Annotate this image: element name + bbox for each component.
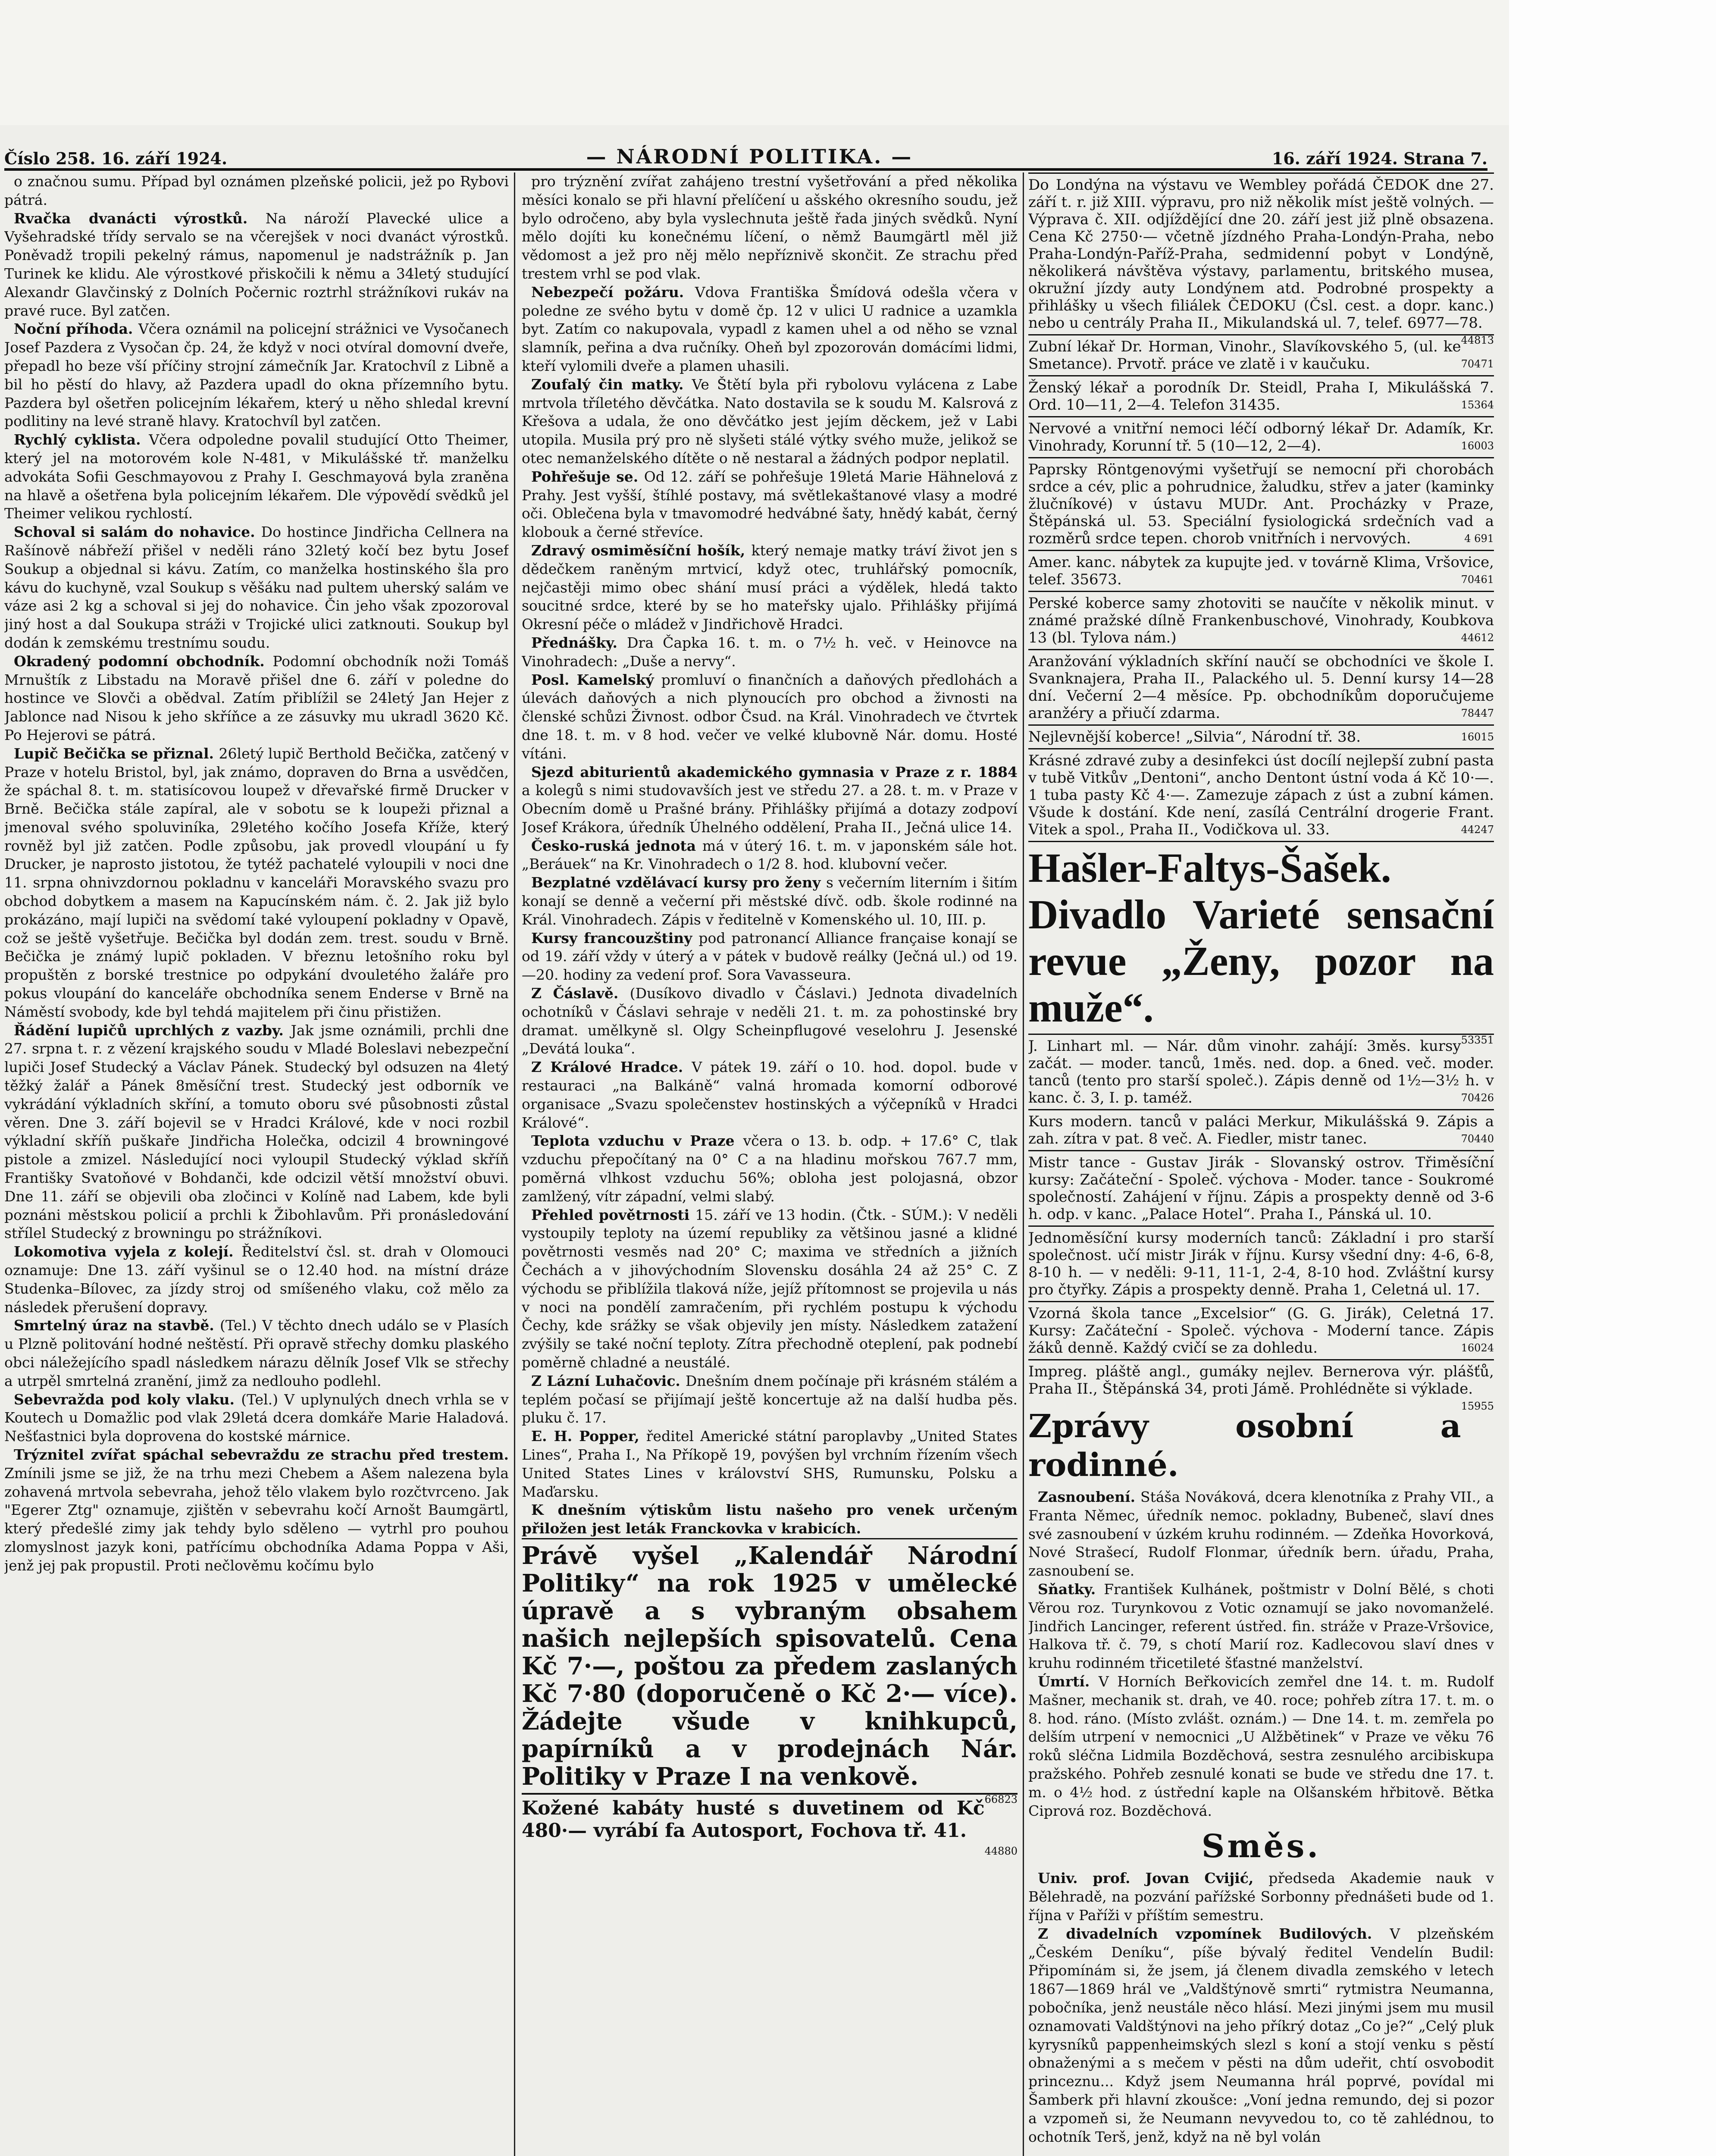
news-item-headline: Z Lázní Luhačovic. (531, 1372, 686, 1389)
ad-number: 15364 (1461, 399, 1494, 411)
ad-number: 70471 (1461, 358, 1494, 370)
classified-ad (1028, 334, 1494, 375)
ad-number: 78447 (1461, 707, 1494, 719)
classified-ad-text: Ženský lékař a porodník Dr. Steidl, Praha I, Mikulášská 7. Ord. 10—11, 2—4. Telefon 31435. (1028, 379, 1494, 414)
news-item-headline: Rvačka dvanácti výrostků. (14, 210, 266, 227)
news-item (4, 320, 509, 431)
news-item-text: (Tel.) V těchto dnech událo se v Plasích u Plzně politování hodné neštěstí. Při opravě střechy domku plaského obci náležejícího spadl následkem nárazu dělník Josef Vlk se střechy a utrpěl smrtelná zranění, jimž za nedlouho podlehl. (4, 1317, 509, 1389)
classified-ad-text: Perské koberce samy zhotoviti se naučíte v několik minut. v známé pražské dílně Frankenbuschové, Vinohrady, Koubkova 13 (bl. Tylova nám.) (1028, 595, 1494, 646)
news-item (522, 874, 1018, 929)
ad-number: 16015 (1461, 731, 1494, 743)
classified-ad-text: J. Linhart ml. — Nár. dům vinohr. zahájí: 3měs. kursy začát. — moder. tanců, 1měs. ned. dop. a 6ned. več. moder. tanců (tento pro starší společ.). Zápis denně od 1½—3½ h. v kanc. č. 3, I. p. taméž. (1028, 1037, 1494, 1106)
classified-ad (1028, 591, 1494, 649)
news-item-headline: Sebevražda pod koly vlaku. (14, 1391, 241, 1408)
news-item-headline: Úmrtí. (1038, 1673, 1099, 1690)
classified-ad-text: Kurs modern. tanců v paláci Merkur, Mikulášská 9. Zápis a zah. zítra v pat. 8 več. A. Fiedler, mistr tanec. (1028, 1113, 1494, 1147)
ad-number: 16003 (1461, 440, 1494, 452)
news-item (1028, 1869, 1494, 1924)
news-item-text: včera o 13. b. odp. + 17.6° C, tlak vzduchu přepočítaný na 0° C a na hladinu mořskou 767.7 mm, poměrná vlhkost vzduchu 56%; obloha jest polojasná, obzor zamlžený, vítr západní, velmi slabý. (522, 1132, 1018, 1205)
news-item-headline: Teplota vzduchu v Praze (531, 1132, 743, 1150)
ad-number: 44880 (984, 1845, 1018, 1857)
ad-number: 66823 (984, 1793, 1018, 1805)
classified-ad (1028, 1301, 1494, 1359)
calendar-ad-text: Právě vyšel „Kalendář Národní Politiky“ na rok 1925 v umělecké úpravě a s vybraným obsahem našich nejlepších spisovatelů. Cena Kč 7·—, poštou za předem zaslaných Kč 7·80 (doporučeně o Kč 2·— více). Žádejte všude v knihkupců, papírníků a v prodejnách Nár. Politiky v Praze I na venkově. (522, 1541, 1018, 1791)
masthead (4, 134, 1487, 171)
news-item (4, 210, 509, 320)
column-rule (514, 172, 515, 2156)
news-item-text: Ředitelství čsl. st. drah v Olomouci oznamuje: Dne 13. září vyšinul se o 12.40 hod. na místní dráze Studenka–Bílovec, za jízdy stroj od smíšeného vlaku, což mělo za následek přerušení dopravy. (4, 1243, 509, 1316)
newspaper-title: — NÁRODNÍ POLITIKA. — (586, 145, 913, 168)
news-item (522, 929, 1018, 984)
news-item-headline: Sjezd abiturientů akademického gymnasia v Praze z r. 1884 (531, 763, 1018, 780)
news-item-text: pod patronancí Alliance française konají se od 19. září vždy v úterý a v pátek v budově reálky (Ječná ul.) od 19.—20. hodiny za vedení prof. Sora Vavasseura. (522, 929, 1018, 984)
classified-ad (1028, 748, 1494, 841)
news-item (4, 1446, 509, 1575)
classified-ad (1028, 375, 1494, 416)
ad-number: 70461 (1461, 573, 1494, 586)
classified-ad (1028, 416, 1494, 457)
page-info: 16. září 1924. Strana 7. (1271, 149, 1487, 168)
news-item (522, 376, 1018, 468)
news-item (1028, 1580, 1494, 1673)
news-item-text: (Dusíkovo divadlo v Čáslavi.) Jednota divadelních ochotníků v Čáslavi sehraje v neděli 21. t. m. za pohostinské bry dramat. umělkyně sl. Olgy Scheinpflugové veselohru J. Jesenské „Devátá louka“. (522, 985, 1018, 1057)
news-item (4, 1022, 509, 1243)
news-item (522, 1427, 1018, 1501)
news-item-text: Dnešním dnem počínaje při krásném stálém a teplém počasí se přijímají ještě koncertuje až na další hudba pěs. pluku č. 17. (522, 1372, 1018, 1426)
news-item-text: Stáša Nováková, dcera klenotníka z Prahy VII., a Franta Němec, úředník nemoc. pokladny, Bubeneč, slaví dnes své zasnoubení v úzkém kruhu rodinném. — Zdeňka Hovorková, Nové Strašecí, Rudolf Flonmar, úředník bern. úřadu, Praha, zasnoubení se. (1028, 1489, 1494, 1579)
news-item-headline: Z Králové Hradce. (531, 1059, 692, 1076)
ad-number: 53351 (1461, 1034, 1494, 1046)
leather-coats-ad-text: Kožené kabáty husté s duvetinem od Kč 480·— vyrábí fa Autosport, Fochova tř. 41. (522, 1797, 985, 1842)
news-item-headline: Trýznitel zvířat spáchal sebevraždu ze strachu před trestem. (14, 1446, 509, 1463)
news-item (4, 523, 509, 652)
news-item-headline: Nebezpečí požáru. (531, 283, 695, 301)
section-title: Zprávy osobní a rodinné. (1028, 1408, 1461, 1484)
news-item-text: má v úterý 16. t. m. v japonském sále hot. „Beráuek“ na Kr. Vinohradech o 1/2 8. hod. klubovní večer. (522, 837, 1018, 873)
classified-ad-text: Amer. kanc. nábytek za kupujte jed. v továrně Klima, Vršovice, telef. 35673. (1028, 554, 1494, 588)
news-item (1028, 1488, 1494, 1580)
news-item-text: pro trýznění zvířat zahájeno trestní vyšetřování a před několika měsíci konalo se při hlavní přelíčení u ašského okresního soudu, jež bylo odročeno, aby byla vyslechnuta ještě řada jiných svědků. Nyní mělo dojíti ku konečnému líčení, o němž Baumgärtl měl již vědomost a jež pro něj mělo nepříznivě skončit. Ze strachu před trestem vrhl se pod vlak. (522, 173, 1018, 282)
classified-ad-text: Vzorná škola tance „Excelsior“ (G. G. Jirák), Celetná 17. Kursy: Začáteční - Společ. výchova - Moderní tance. Zápis žáků denně. Každý cvičí se za dohledu. (1028, 1305, 1494, 1357)
news-item (522, 671, 1018, 763)
news-item (1028, 1925, 1494, 2147)
ad-number: 4 691 (1464, 533, 1494, 545)
news-item-headline: Zdravý osmiměsíční hošík, (531, 542, 752, 559)
ad-number: 16024 (1461, 1342, 1494, 1354)
news-item-text: Na nároží Plavecké ulice a Vyšehradské třídy servalo se na včerejšek v noci dvanáct výrostků. Poněvadž tropili pekelný rámus, napomenul je nadstrážník p. Jan Turinek ke klidu. Ale výrostkové přiskočili k němu a 34letý studující Alexandr Glavčinský z Dolních Počernic roztrhl strážníkovi rukáv na pravé ruce. Byl zatčen. (4, 210, 509, 319)
news-item-text: V plzeňském „Českém Deníku“, píše bývalý ředitel Vendelín Budil: Připomínám si, že jsem, já členem divadla zemského v letech 1867—1869 hrál ve „Valdštýnově smrti“ rytmistra Neumanna, pobočníka, jenž neustále něco hlásí. Mezi jinými jsem mu musil oznamovati Valdštýnovi na jeho příkrý dotaz „Co je?“ „Celý pluk kyrysníků pappenheimských slezl s koní a stojí venku s pěstí obnaženými a s mečem v pěsti na dům udeřit, chtí osvobodit princeznu... Když jsem Neumanna hrál poprvé, povídal mi Šamberk při hlavní zkoušce: „Voní jedna remundo, dej si pozor a vzpomeň si, že Neumann nevyvedou to, co tě zahlédnou, to ochotník Terš, jenž, když na ně byl volán (1028, 1925, 1494, 2145)
news-item (522, 1372, 1018, 1427)
news-item-headline: Schoval si salám do nohavice. (14, 523, 261, 541)
news-item (4, 172, 509, 210)
news-item-headline: E. H. Popper, (531, 1428, 646, 1445)
column-1 (4, 172, 509, 2156)
news-item-text: V Horních Beřkovicích zemřel dne 14. t. m. Rudolf Mašner, mechanik st. drah, ve 40. roce; pohřeb zítra 17. t. m. o 8. hod. ráno. (Místo zvlášt. oznám.) — Dne 14. t. m. zemřela po delším utrpení v nemocnici „U Alžbětinek“ v Praze ve věku 76 roků sléčna Lidmila Bozděchová, sestra zesnulého arcibiskupa pražského. Pohřeb zesnulé konati se bude ve středu dne 17. t. m. o 4½ hod. z ústřední kaple na Olšanském hřbitově. Bětka Ciprová roz. Bozděchová. (1028, 1673, 1494, 1819)
news-item-text: ředitel Americké státní paroplavby „United States Lines“, Praha I., Na Příkopě 19, povýšen byl vrchním řízením všech United States Lines v království SHS, Rumunsku, Polsku a Maďarsku. (522, 1428, 1018, 1500)
ad-number: 44612 (1461, 632, 1494, 644)
news-item-text: předseda Akademie nauk v Bělehradě, na pozvání pařížské Sorbonny přednášeti bude od 1. října v Paříži v příštím semestru. (1028, 1870, 1494, 1924)
miscellany-section (1028, 1827, 1494, 2146)
news-item-headline: Lokomotiva vyjela z kolejí. (14, 1243, 242, 1260)
page-top-margin (0, 0, 1509, 125)
page-right-margin (1509, 0, 1716, 2156)
news-item-headline: Lupič Bečička se přiznal. (14, 745, 219, 762)
classified-ad-text: Mistr tance - Gustav Jirák - Slovanský ostrov. Třiměsíční kursy: Začáteční - Společ. výchova - Moder. tance - Soukromé společností. Zahájení v říjnu. Zápis a prospekty denně od 3-6 h. odp. v kanc. „Palace Hotel“. Praha I., Pánská ul. 10. (1028, 1154, 1494, 1223)
news-item (522, 172, 1018, 283)
news-item-text: Vdova Františka Šmídová odešla včera v poledne ze svého bytu v domě čp. 12 v ulici U radnice a uzamkla byt. Zatím co nakupovala, vypadl z kamen uhel a od něho se vznal slamník, peřina a dva ručníky. Oheň byl zpozorován domácími lidmi, kteří vylomili dveře a plamen uhasili. (522, 283, 1018, 374)
classified-ad (1028, 1109, 1494, 1150)
news-item-headline: Česko-ruská jednota (531, 837, 702, 854)
news-item (4, 745, 509, 1022)
news-item-text: V pátek 19. září o 10. hod. dopol. bude v restauraci „na Balkáně“ valná hromada komorní odborové organisace „Svazu společenstev hostinských a výčepníků v Hradci Králové“. (522, 1059, 1018, 1131)
ad-number: 70426 (1461, 1092, 1494, 1104)
classified-ad-text: Zubní lékař Dr. Horman, Vinohr., Slavíkovského 5, (ul. ke Smetance). Prvotř. práce ve zlatě i v kaučuku. (1028, 338, 1461, 373)
ad-number: 44813 (1461, 334, 1494, 346)
news-item-text: Dra Čapka 16. t. m. o 7½ h. več. v Heinovce na Vinohradech: „Duše a nervy“. (522, 634, 1018, 670)
news-item-text: promluví o finančních a daňových předlohách a úlevách daňových a nich plynoucích pro obchod a živnosti na členské schůzi Živnost. odbor Čsud. na Král. Vinohradech ve čtvrtek dne 18. t. m. v 8 hod. večer ve velké klubovně Nár. domu. Hosté vítáni. (522, 671, 1018, 762)
news-item-text: a kolegů s nimi studovavších jest ve středu 27. a 28. t. m. v Praze v Obecním domě u Prašné brány. Přihlášky přijímá a dotazy zodpoví Josef Krákora, úředník Úhelného oddělení, Praha II., Ječná ulice 14. (522, 782, 1018, 836)
classified-ad (1028, 1034, 1494, 1109)
classified-ad-text: Nejlevnější koberce! „Silvia“, Národní tř. 38. (1028, 728, 1361, 746)
personal-news-section (1028, 1407, 1494, 1820)
issue-info: Číslo 258. 16. září 1924. (4, 149, 228, 168)
news-item-text: o značnou sumu. Případ byl oznámen plzeňské policii, jež po Rybovi pátrá. (4, 173, 509, 208)
classified-ad (1028, 172, 1494, 346)
classified-ad (1028, 1225, 1494, 1301)
news-item-text: František Kulhánek, poštmistr v Dolní Bělé, s choti Věrou roz. Turynkovou z Votic oznamují se jako novomanželé. Jindřich Lancinger, referent ústřed. fin. stráže v Praze-Vršovice, Halkova tř. č. 79, s chotí Marií roz. Kadlecovou slaví dnes v kruhu rodinném třicetileté šťastné manželství. (1028, 1580, 1494, 1672)
news-item-headline: Sňatky. (1038, 1580, 1104, 1598)
classified-ad-text: Do Londýna na výstavu ve Wembley pořádá ČEDOK dne 27. září t. r. již XIII. výpravu, pro niž několik míst ještě volných. — Výprava č. XII. odjíždějící dne 20. září jest již plně obsazena. Cena Kč 2750·— včetně jízdného Praha-Londýn-Praha, nebo Praha-Londýn-Paříž-Praha, sedmidenní pobyt v Londýně, několikerá návštěva výstavy, parlamentu, britského musea, okružní jízdy auty Londýnem atd. Podrobné prospekty a přihlášky u všech filiálek ČEDOKU (Čsl. cest. a dopr. kanc.) nebo u centrály Praha II., Mikulandská ul. 7, telef. 6977—78. (1028, 176, 1494, 332)
news-item-headline: Rychlý cyklista. (14, 431, 149, 448)
news-item (4, 652, 509, 745)
news-item-text: Ve Štětí byla při rybolovu vylácena z Labe mrtvola tříletého děvčátka. Nato dostavila se k soudu M. Kalsrová z Křešova a udala, že ono děvčátko jest jejím děckem, jež v Labi utopila. Musila prý pro ně slyšeti stálé výtky svého muže, jelikož se otec nemanželského dítěte o ně nestaral a žádných podpor neplatil. (522, 376, 1018, 467)
theatre-ad (1028, 841, 1494, 1046)
column-2 (522, 172, 1018, 2156)
news-item-text: Do hostince Jindřicha Cellnera na Rašínově nábřeží přišel v neděli ráno 32letý kočí bez bytu Josef Soukup a objednal si kávu. Zatím, co manželka hostinského šla pro kávu do kuchyně, vzal Soukup s věšáku nad pultem uherský salám ve váze asi 2 kg a schoval si jej do nohavice. Čin jeho však zpozoroval jiný host a dal Soukupa stráži v Trojické ulici zatknouti. Soukup byl dodán k zemskému trestnímu soudu. (4, 523, 509, 651)
news-item-headline: Kursy francouzštiny (531, 929, 699, 946)
news-item (4, 1316, 509, 1390)
classified-ad-text: Krásné zdravé zuby a desinfekci úst docílí nejlepší zubní pasta v tubě Vitkův „Dentoni“, ancho Dentont ústní voda á Kč 10·—. 1 tuba pasty Kč 4·—. Zamezuje zápach z úst a zubní kámen. Všude k dostání. Kde není, zasílá Centrální drogerie Frant. Vitek a spol., Praha II., Vodičkova ul. 33. (1028, 752, 1494, 838)
news-item-text: Podomní obchodník noži Tomáš Mrnuštík z Libstadu na Moravě přišel dne 6. září v poledne do hostince ve Slovči a obědval. Zatím přiblížil se 24letý Jan Hejer z Jablonce nad Nisou k jeho skříňce a ze zásuvky mu ukradl 3620 Kč. Po Hejerovi se pátrá. (4, 652, 509, 743)
news-item-headline: Zasnoubení. (1038, 1489, 1141, 1505)
section-title: Směs. (1201, 1828, 1321, 1865)
news-item-headline: Pohřešuje se. (531, 468, 644, 485)
classified-ad-text: Paprsky Röntgenovými vyšetřují se nemocní při chorobách srdce a cév, plic a pohrudnice, žaludku, střev a jater (kaminky žlučníkové) v ústavu MUDr. Ant. Procházky v Praze, Štěpánská ul. 53. Speciální fysiologická srdečních vad a rozměrů srdce tepen. chorob vnitřních i nervových. (1028, 461, 1494, 547)
news-item-text: 26letý lupič Berthold Bečička, zatčený v Praze v hotelu Bristol, byl, jak známo, dopraven do Brna a usvědčen, že spáchal 8. t. m. statisícovou loupež v dřevařské firmě Drucker v Brně. Bečička stále zapíral, ale v sobotu se k loupeži přiznal a jmenoval svého spoluviníka, 29letého kočího Josefa Kříže, který rovněž byl již zatčen. Podle způsobu, jak provedl vloupání u fy Drucker, je naprosto jistotou, že tytéž pachatelé vyloupili v noci dne 11. srpna ohnivzdornou pokladnu v kanceláři Moravského svazu pro obchod dobytkem a masem na Kapucínském nám. č. 2. Jak již bylo prokázáno, mají lupiči na svědomí také vyloupení pokladny v Opavě, což se ještě vyšetřuje. Bečička byl dodán zem. trest. soudu v Brně. Bečička je známý lupič pokladen. V březnu letošního roku byl propuštěn z borské trestnice po odpykání dvouletého žaláře pro pokus vloupání do kanceláře obchodníka senem Enderse v Brně na Náměstí svobody, kde byl tehdá majitelem při činu přistižen. (4, 745, 509, 1020)
news-item-headline: Posl. Kamelský (531, 671, 661, 688)
ad-number: 44247 (1461, 824, 1494, 836)
classified-ad-text: Jednoměsíční kursy moderních tanců: Základní i pro starší společnost. učí mistr Jirák v říjnu. Kursy všední dny: 4-6, 6-8, 8-10 h. — v neděli: 9-11, 11-1, 2-4, 8-10 hod. Zvláštní kursy pro čtyřky. Zápis a prospekty denně. Praha 1, Celetná ul. 17. (1028, 1229, 1494, 1298)
news-item-text: s večerním literním i šitím konají se denně a večerní při městské dívč. odb. škole rodinné na Král. Vinohradech. Zápis v ředitelně v Komenského ul. 10, III. p. (522, 874, 1018, 928)
news-item-text: 15. září ve 13 hodin. (Čtk. - SÚM.): V neděli vystoupily teploty na území republiky za většinou jasné a klidné povětrnosti vesměs nad 20° C; maxima ve středních a jižních Čechách a v jihovýchodním Slovensku dosáhla 24 až 25° C. Z východu se přiblížila tlaková níže, jejíž přítomnost se projevila u nás v noci na pondělí zamračením, při rychlém postupu k východu Čechy, kde srážky se však objevily jen místy. Následkem zatažení zvýšily se také noční teploty. Zítra přechodně oteplení, pak podnebí poměrně chladné a neustálé. (522, 1206, 1018, 1371)
ad-number: 15955 (1461, 1400, 1494, 1412)
news-item-text: Od 12. září se pohřešuje 19letá Marie Hähnelová z Prahy. Jest vyšší, štíhlé postavy, má světlekaštanové vlasy a modré oči. Oblečena byla v tmavomodré hedvábné šaty, hnědý kabát, černý klobouk a černé střevíce. (522, 468, 1018, 541)
calendar-ad (522, 1538, 1018, 1805)
leather-coats-ad (522, 1793, 1018, 1857)
news-item-headline: Okradený podomní obchodník. (14, 652, 273, 670)
news-item-text: Zmínili jsme se již, že na trhu mezi Chebem a Ašem nalezena byla zohavená mrtvola sebevraha, jehož tělo vlakem bylo rozčtvrceno. Jak "Egerer Ztg" oznamuje, zjištěn v sebevrahu kočí Arnošt Baumgärtl, který předešlé zimy jak tehdy bylo sděleno — vytrhl pro pouhou zlomyslnost jazyk koni, patřícímu obchodníka Adama Poppa v Aši, jenž jej pak propustil. Proti nečlověmu kočímu bylo (4, 1464, 509, 1574)
classified-ad (1028, 550, 1494, 591)
news-item-headline: Řádění lupičů uprchlých z vazby. (14, 1022, 291, 1039)
column-3 (1028, 172, 1494, 2156)
news-item-headline: Z divadelních vzpomínek Budilových. (1038, 1925, 1390, 1942)
news-item (522, 1206, 1018, 1372)
classified-ad (1028, 724, 1494, 748)
news-item-headline: Univ. prof. Jovan Cvijić, (1038, 1870, 1269, 1887)
news-item (522, 283, 1018, 376)
news-item (522, 634, 1018, 671)
classified-ad (1028, 1359, 1494, 1412)
news-item (522, 468, 1018, 542)
news-item (522, 984, 1018, 1058)
news-item-headline: Smrtelný úraz na stavbě. (14, 1317, 220, 1334)
classified-ad-text: Impreg. pláště angl., gumáky nejlev. Bernerova výr. plášťů, Praha II., Štěpánská 34, proti Jámě. Prohlédněte si výklade. (1028, 1363, 1494, 1398)
theatre-ad-text: Hašler-Faltys-Šašek. Divadlo Varieté sensační revue „Ženy, pozor na muže“. (1028, 845, 1494, 1031)
ad-number: 70440 (1461, 1133, 1494, 1145)
news-item (522, 1058, 1018, 1132)
news-item-headline: Bezplatné vzdělávací kursy pro ženy (531, 874, 826, 891)
news-item (522, 542, 1018, 634)
news-item (4, 1243, 509, 1316)
classified-ad-text: Aranžování výkladních skříní naučí se obchodníci ve škole I. Svanknajera, Praha II., Palackého ul. 5. Denní kursy 14—28 dní. Večerní 2—4 měsíce. Pp. obchodníkům doporučujeme aranžéry a přiučí zdarma. (1028, 653, 1494, 722)
classified-ad-text: Nervové a vnitřní nemoci léčí odborný lékař Dr. Adamík, Kr. Vinohrady, Korunní tř. 5 (10—12, 2—4). (1028, 420, 1494, 454)
news-item-text: Včera oznámil na policejní strážnici ve Vysočanech Josef Pazdera z Vysočan čp. 24, že když v noci otvíral domovní dveře, přepadl ho beze vší příčiny strojní zámečník Jar. Kratochvíl z Libně a bil ho pěstí do hlavy, až Pazdera upadl do okna přízemního bytu. Pazdera byl ošetřen policejním lékařem, který u něho shledal krevní podlitiny na levé straně hlavy. Kratochvíl byl zatčen. (4, 320, 509, 430)
news-item-text: Jak jsme oznámili, prchli dne 27. srpna t. r. z vězení krajského soudu v Mladé Boleslavi nebezpeční lupiči Josef Studecký a Václav Pánek. Studecký byl odsuzen na 4letý těžký žalář a Pánek 8měsíční trest. Studecký jest odborník ve vykrádání výkladních skříní, a tomuto oboru své působnosti zůstal věren. Dne 3. září bojevil se v Hradci Králové, kde v noci rozbil výkladní skříň puškaře Jindřicha Holečka, odcizil 4 browningové pistole a zmizel. Následující noci vyloupil Studecký výklad skříň Františky Svatoňové v Bohdanči, kde odcizil větší množství obuvi. Dne 11. září se objevili oba zločinci v Kolíně nad Labem, kde byli poznáni městskou policií a prchli k Žibohlavům. Při pronásledování střílel Studecký z browningu po strážníkovi. (4, 1022, 509, 1242)
news-item-headline: Přehled povětrnosti (531, 1206, 695, 1223)
news-item-headline: K dnešním výtiskům listu našeho pro venek určeným přiložen jest leták Franckovka v krabicích. (522, 1501, 1018, 1537)
news-item (4, 1391, 509, 1446)
news-item (522, 837, 1018, 874)
classified-ad (1028, 649, 1494, 724)
news-item-headline: Noční příhoda. (14, 320, 138, 338)
column-rule (1023, 172, 1024, 2156)
news-item-text: Včera odpoledne povalil studující Otto Theimer, který jel na motorovém kole N-481, v Mikulášské tř. manželku advokáta Sofii Geschmayovou z Prahy I. Geschmayová byla zraněna na hlavě a ošetřena byla policejním lékařem. Dle výpovědí svědků jel Theimer velikou rychlostí. (4, 431, 509, 522)
classified-ad (1028, 1150, 1494, 1225)
news-item-headline: Zoufalý čin matky. (531, 376, 692, 393)
news-item (522, 763, 1018, 837)
news-item-text: (Tel.) V uplynulých dnech vrhla se v Koutech u Domažlic pod vlak 29letá dcera domkáře Marie Haladová. Nešťastnici byla doprovena do kostské márnice. (4, 1391, 509, 1445)
news-item (4, 431, 509, 523)
news-item-headline: Z Čáslavě. (531, 985, 630, 1002)
news-item (1028, 1673, 1494, 1820)
news-item (522, 1132, 1018, 1206)
news-item-headline: Přednášky. (531, 634, 627, 651)
news-item (522, 1501, 1018, 1538)
classified-ad (1028, 457, 1494, 550)
news-item-text: který nemaje matky tráví život jen s dědečkem raněným mrtvicí, když otec, truhlářský pomocník, nejčastěji mimo obec shání musí práci a výdělek, hledá takto soucitné srdce, které by se ho mateřsky ujalo. Přihlášky přijímá Okresní péče o mládež v Jindřichově Hradci. (522, 542, 1018, 633)
